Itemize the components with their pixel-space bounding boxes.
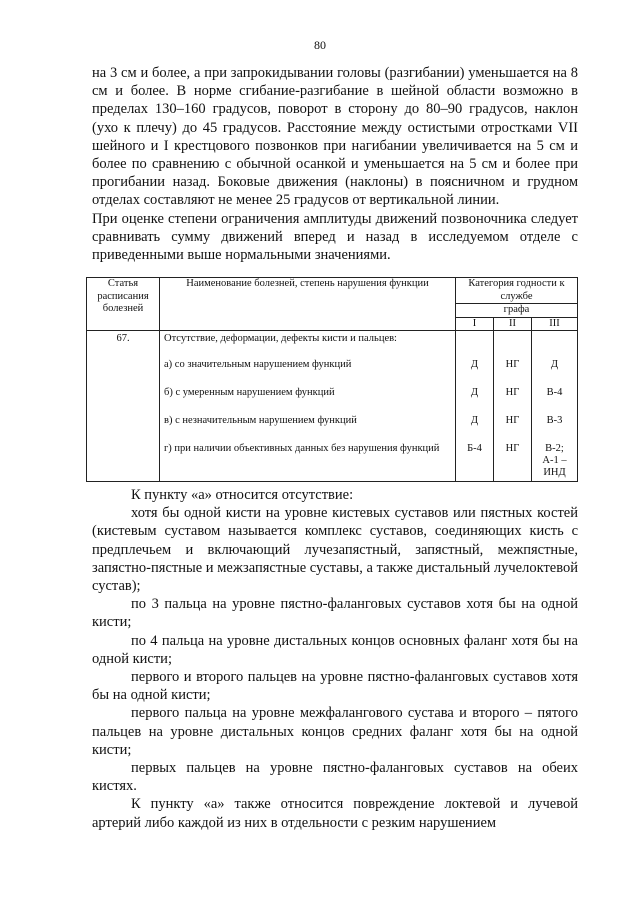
paragraph: К пункту «а» также относится повреждение локтевой и лучевой артерий либо каждой из них в отдельности с резким нарушением (92, 796, 578, 831)
row-d-g3-line3: ИНД (543, 467, 566, 478)
intro-paragraph-2: При оценке степени ограничения амплитуды движений позвоночника следует сравнивать сумму движений вперед и назад в исследуемом отделе с приведенными выше нормальными значениями. (92, 210, 578, 264)
schedule-table (86, 277, 578, 482)
col-3-header: III (532, 317, 578, 331)
row-d-name: г) при наличии объективных данных без нарушения функций (164, 443, 440, 454)
row-d-g3-line2: А-1 – (542, 455, 567, 466)
row-c-name: в) с незначительным нарушением функций (164, 415, 357, 426)
header-category: Категория годности к службе (456, 278, 578, 304)
row-b-g3: В-4 (546, 387, 563, 398)
row-b-name: б) с умеренным нарушением функций (164, 387, 335, 398)
intro-paragraph: на 3 см и более, а при запрокидывании головы (разгибании) уменьшается на 8 см и более. В норме сгибание-разгибание в шейной области возможно в пределах 130–160 градусов, поворот в сторону до 80–90 градусов, наклон (ухо к плечу) до 45 градусов. Расстояние между остистыми отростками VII шейного и I крестцового позвонков при нагибании увеличивается на 5 см и более по сравнению с обычной осанкой и уменьшается на 5 см и более при прогибании назад. Боковые движения (наклоны) в поясничном и грудном отделах составляют не менее 25 градусов от вертикальной линии. (92, 65, 578, 209)
page-number: 80 (314, 38, 326, 52)
paragraph: первого и второго пальцев на уровне пястно-фаланговых суставов хотя бы на одной кисти; (92, 669, 578, 704)
paragraph: первых пальцев на уровне пястно-фаланговых суставов на обеих кистях. (92, 760, 578, 795)
body-text-block (92, 486, 578, 832)
header-name: Наименование болезней, степень нарушения функции (160, 278, 456, 331)
col-1-header: I (456, 317, 494, 331)
paragraph: К пункту «а» относится отсутствие: (131, 487, 354, 503)
paragraph: по 4 пальца на уровне дистальных концов основных фаланг хотя бы на одной кисти; (92, 632, 578, 667)
paragraph: первого пальца на уровне межфалангового сустава и второго – пятого пальцев на уровне дистальных концов средних фаланг хотя бы на одной кисти; (92, 705, 578, 758)
header-article: Статья расписания болезней (87, 278, 160, 331)
paragraph: хотя бы одной кисти на уровне кистевых суставов или пястных костей (кистевым суставом называется комплекс суставов, соединяющих кисть с предплечьем и включающий лучезапястный, запястный, межпястные, запястно-пястные и межзапястные суставы, а также дистальный лучелоктевой сустав); (92, 505, 578, 595)
row-c-g2: НГ (505, 415, 520, 426)
col-2-header: II (494, 317, 532, 331)
row-b-g2: НГ (505, 387, 520, 398)
row-a-name: а) со значительным нарушением функций (164, 359, 352, 370)
row-c-g1: Д (470, 415, 479, 426)
title-row: Отсутствие, деформации, дефекты кисти и пальцев: (164, 333, 397, 344)
row-a-g2: НГ (505, 359, 520, 370)
intro-text-block (92, 64, 578, 264)
row-d-g2: НГ (505, 443, 520, 454)
paragraph: по 3 пальца на уровне пястно-фаланговых суставов хотя бы на одной кисти; (92, 596, 578, 631)
row-b-g1: Д (470, 387, 479, 398)
row-a-g3: Д (550, 359, 559, 370)
row-d-g1: Б-4 (467, 443, 482, 454)
row-d-g3-line1: В-2; (545, 443, 564, 454)
row-c-g3: В-3 (546, 415, 563, 426)
row-a-g1: Д (470, 359, 479, 370)
header-column: графа (456, 304, 578, 318)
article-number: 67. (87, 331, 160, 482)
